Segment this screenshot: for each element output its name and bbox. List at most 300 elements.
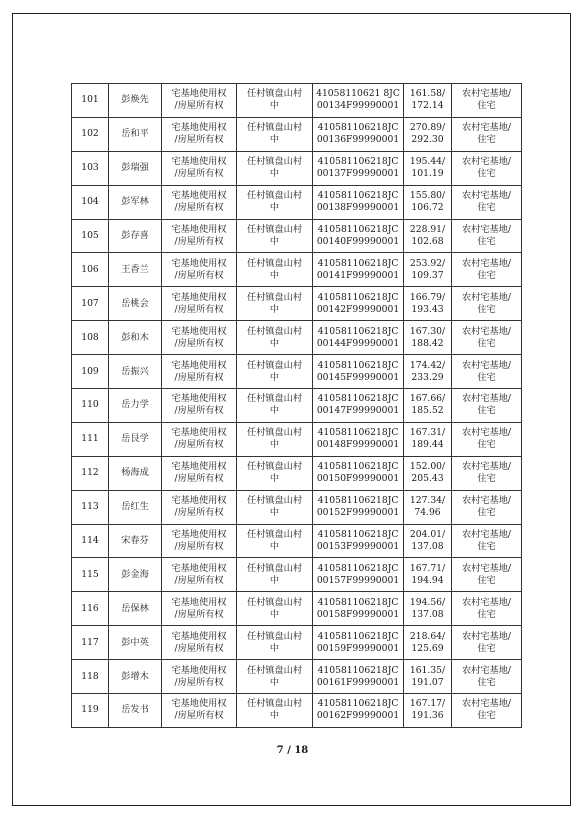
usage-cell	[452, 558, 522, 592]
area-line: 106.72	[411, 202, 444, 214]
area-line: 228.91/	[409, 224, 446, 235]
location-line: 任村镇盘山村	[246, 156, 303, 168]
location-line: 任村镇盘山村	[246, 359, 303, 371]
location-line: 任村镇盘山村	[246, 291, 303, 303]
parcel-code-line: 410581106218JC	[317, 257, 399, 269]
parcel-code-line: 410581106218JC	[317, 664, 399, 676]
usage-line: 农村宅基地/	[461, 664, 512, 676]
parcel-code-cell	[313, 117, 404, 151]
right-type-cell	[162, 253, 237, 287]
owner-name-cell: 彭中英	[109, 626, 162, 660]
table-row	[72, 660, 522, 694]
right-type-line: 宅基地使用权	[171, 630, 227, 642]
usage-line: 农村宅基地/	[461, 596, 512, 608]
usage-cell	[452, 422, 522, 456]
right-type-line: /房屋所有权	[174, 371, 224, 383]
usage-line: 住宅	[477, 676, 496, 688]
table-row	[72, 626, 522, 660]
parcel-code-line: 410581106218JC	[317, 325, 399, 337]
owner-name-cell: 彭军林	[109, 185, 162, 219]
location-cell	[237, 185, 313, 219]
parcel-code-line: 00148F99990001	[316, 439, 400, 451]
owner-name-cell: 岳艮学	[109, 422, 162, 456]
parcel-code-cell	[313, 694, 404, 728]
location-line: 中	[269, 541, 280, 553]
usage-line: 农村宅基地/	[461, 257, 512, 269]
location-line: 任村镇盘山村	[246, 325, 303, 337]
location-line: 中	[269, 439, 280, 451]
parcel-code-line: 00159F99990001	[316, 642, 400, 654]
row-number-cell: 113	[72, 490, 109, 524]
usage-line: 农村宅基地/	[461, 698, 512, 710]
usage-line: 农村宅基地/	[461, 630, 512, 642]
usage-line: 住宅	[477, 100, 496, 112]
area-cell	[404, 422, 452, 456]
location-line: 任村镇盘山村	[246, 427, 303, 439]
area-cell	[404, 592, 452, 626]
area-line: 167.31/	[409, 427, 446, 439]
area-cell	[404, 117, 452, 151]
usage-cell	[452, 219, 522, 253]
area-line: 253.92/	[409, 257, 446, 269]
parcel-code-line: 00147F99990001	[316, 405, 400, 417]
location-line: 任村镇盘山村	[246, 495, 303, 507]
parcel-code-line: 410581106218JC	[317, 562, 399, 574]
owner-name-cell: 彭和木	[109, 321, 162, 355]
usage-cell	[452, 117, 522, 151]
owner-name-cell: 杨海成	[109, 456, 162, 490]
right-type-line: 宅基地使用权	[171, 88, 227, 100]
usage-line: 农村宅基地/	[461, 562, 512, 574]
right-type-line: 宅基地使用权	[171, 529, 227, 541]
table-row	[72, 151, 522, 185]
area-cell	[404, 524, 452, 558]
parcel-code-line: 00162F99990001	[316, 710, 400, 722]
table-row	[72, 117, 522, 151]
table-row	[72, 490, 522, 524]
row-number-cell: 104	[72, 185, 109, 219]
parcel-code-line: 410581106218JC	[317, 495, 399, 507]
right-type-line: 宅基地使用权	[171, 562, 227, 574]
row-number-cell: 108	[72, 321, 109, 355]
owner-name-cell: 彭瑞强	[109, 151, 162, 185]
location-cell	[237, 626, 313, 660]
area-line: 167.17/	[409, 698, 446, 710]
owner-name-cell: 岳保林	[109, 592, 162, 626]
location-line: 中	[269, 642, 280, 654]
parcel-code-line: 00136F99990001	[316, 134, 400, 146]
parcel-code-cell	[313, 422, 404, 456]
location-line: 任村镇盘山村	[246, 393, 303, 405]
right-type-line: /房屋所有权	[174, 608, 224, 620]
right-type-line: 宅基地使用权	[171, 427, 227, 439]
right-type-line: 宅基地使用权	[171, 461, 227, 473]
location-cell	[237, 219, 313, 253]
location-line: 任村镇盘山村	[246, 596, 303, 608]
area-line: 127.34/	[409, 495, 446, 507]
location-cell	[237, 422, 313, 456]
usage-cell	[452, 524, 522, 558]
area-line: 166.79/	[409, 291, 446, 303]
parcel-code-cell	[313, 626, 404, 660]
usage-line: 住宅	[477, 541, 496, 553]
parcel-code-cell	[313, 490, 404, 524]
usage-cell	[452, 626, 522, 660]
owner-name-cell: 岳桃会	[109, 287, 162, 321]
location-line: 中	[269, 676, 280, 688]
right-type-cell	[162, 456, 237, 490]
owner-name-cell: 彭焕先	[109, 84, 162, 118]
owner-name-cell: 岳力学	[109, 389, 162, 423]
owner-name-cell: 彭金海	[109, 558, 162, 592]
usage-cell	[452, 321, 522, 355]
right-type-cell	[162, 490, 237, 524]
parcel-code-line: 00161F99990001	[316, 676, 400, 688]
right-type-line: 宅基地使用权	[171, 190, 227, 202]
parcel-code-line: 00138F99990001	[316, 202, 400, 214]
table-row	[72, 321, 522, 355]
table-row	[72, 185, 522, 219]
location-line: 中	[269, 269, 280, 281]
right-type-cell	[162, 117, 237, 151]
area-line: 233.29	[411, 371, 444, 383]
parcel-code-line: 410581106218JC	[317, 224, 399, 235]
parcel-code-line: 410581106218JC	[317, 393, 399, 405]
usage-line: 住宅	[477, 202, 496, 214]
parcel-code-line: 00152F99990001	[316, 507, 400, 519]
right-type-cell	[162, 389, 237, 423]
area-cell	[404, 84, 452, 118]
table-row	[72, 694, 522, 728]
table-row	[72, 592, 522, 626]
parcel-code-line: 410581106218JC	[317, 630, 399, 642]
owner-name-cell: 岳发书	[109, 694, 162, 728]
right-type-cell	[162, 422, 237, 456]
parcel-code-line: 410581106218JC	[317, 698, 399, 710]
parcel-code-line: 00140F99990001	[316, 236, 400, 247]
area-cell	[404, 626, 452, 660]
right-type-cell	[162, 151, 237, 185]
area-line: 137.08	[411, 541, 444, 553]
right-type-cell	[162, 694, 237, 728]
parcel-code-cell	[313, 287, 404, 321]
area-line: 189.44	[411, 439, 444, 451]
usage-line: 住宅	[477, 168, 496, 180]
area-line: 109.37	[411, 269, 444, 281]
right-type-line: /房屋所有权	[174, 337, 224, 349]
usage-line: 住宅	[477, 473, 496, 485]
usage-line: 农村宅基地/	[461, 461, 512, 473]
area-line: 167.66/	[409, 393, 446, 405]
location-cell	[237, 287, 313, 321]
location-line: 任村镇盘山村	[246, 562, 303, 574]
parcel-code-line: 00134F99990001	[316, 100, 400, 112]
area-cell	[404, 355, 452, 389]
location-cell	[237, 389, 313, 423]
location-line: 任村镇盘山村	[246, 257, 303, 269]
location-line: 中	[269, 303, 280, 315]
area-line: 188.42	[411, 337, 444, 349]
area-cell	[404, 456, 452, 490]
location-line: 任村镇盘山村	[246, 529, 303, 541]
area-cell	[404, 253, 452, 287]
usage-line: 农村宅基地/	[461, 190, 512, 202]
usage-line: 住宅	[477, 574, 496, 586]
area-line: 194.56/	[409, 596, 446, 608]
usage-cell	[452, 253, 522, 287]
location-line: 任村镇盘山村	[246, 461, 303, 473]
usage-cell	[452, 287, 522, 321]
right-type-line: /房屋所有权	[174, 676, 224, 688]
area-cell	[404, 151, 452, 185]
parcel-code-line: 410581106218JC	[317, 596, 399, 608]
right-type-line: /房屋所有权	[174, 202, 224, 214]
usage-cell	[452, 592, 522, 626]
parcel-code-cell	[313, 558, 404, 592]
table-row	[72, 219, 522, 253]
usage-line: 农村宅基地/	[461, 495, 512, 507]
area-line: 161.58/	[409, 88, 446, 100]
right-type-line: /房屋所有权	[174, 439, 224, 451]
area-line: 174.42/	[409, 359, 446, 371]
parcel-code-line: 410581106218JC	[317, 529, 399, 541]
table-row	[72, 524, 522, 558]
location-line: 中	[269, 507, 280, 519]
right-type-line: /房屋所有权	[174, 236, 224, 247]
table-row	[72, 253, 522, 287]
row-number-cell: 107	[72, 287, 109, 321]
usage-line: 农村宅基地/	[461, 359, 512, 371]
area-cell	[404, 219, 452, 253]
location-line: 任村镇盘山村	[246, 224, 303, 235]
usage-line: 住宅	[477, 642, 496, 654]
parcel-code-line: 410581106218JC	[317, 190, 399, 202]
parcel-code-cell	[313, 524, 404, 558]
right-type-cell	[162, 219, 237, 253]
area-line: 152.00/	[409, 461, 446, 473]
row-number-cell: 119	[72, 694, 109, 728]
area-line: 74.96	[414, 507, 441, 519]
parcel-code-line: 00150F99990001	[316, 473, 400, 485]
area-line: 161.35/	[409, 664, 446, 676]
location-line: 中	[269, 100, 280, 112]
location-line: 中	[269, 168, 280, 180]
right-type-line: 宅基地使用权	[171, 257, 227, 269]
area-line: 125.69	[411, 642, 444, 654]
row-number-cell: 117	[72, 626, 109, 660]
right-type-line: 宅基地使用权	[171, 393, 227, 405]
area-line: 205.43	[411, 473, 444, 485]
right-type-line: /房屋所有权	[174, 134, 224, 146]
area-line: 191.36	[411, 710, 444, 722]
owner-name-cell: 王香兰	[109, 253, 162, 287]
location-cell	[237, 321, 313, 355]
parcel-code-line: 00145F99990001	[316, 371, 400, 383]
usage-line: 住宅	[477, 608, 496, 620]
parcel-code-cell	[313, 151, 404, 185]
parcel-code-line: 410581106218JC	[317, 122, 399, 134]
right-type-line: /房屋所有权	[174, 100, 224, 112]
right-type-line: /房屋所有权	[174, 574, 224, 586]
parcel-code-cell	[313, 321, 404, 355]
location-cell	[237, 592, 313, 626]
right-type-line: 宅基地使用权	[171, 698, 227, 710]
right-type-line: 宅基地使用权	[171, 664, 227, 676]
row-number-cell: 111	[72, 422, 109, 456]
location-line: 中	[269, 337, 280, 349]
owner-name-cell: 宋春芬	[109, 524, 162, 558]
location-cell	[237, 456, 313, 490]
usage-line: 农村宅基地/	[461, 122, 512, 134]
location-line: 中	[269, 608, 280, 620]
usage-line: 住宅	[477, 371, 496, 383]
right-type-line: /房屋所有权	[174, 642, 224, 654]
table-row	[72, 84, 522, 118]
parcel-code-cell	[313, 592, 404, 626]
usage-line: 住宅	[477, 303, 496, 315]
area-line: 185.52	[411, 405, 444, 417]
parcel-code-cell	[313, 185, 404, 219]
area-line: 218.64/	[409, 630, 446, 642]
parcel-code-line: 00141F99990001	[316, 269, 400, 281]
row-number-cell: 115	[72, 558, 109, 592]
owner-name-cell: 岳红生	[109, 490, 162, 524]
area-line: 193.43	[411, 303, 444, 315]
area-line: 191.07	[411, 676, 444, 688]
parcel-code-line: 410581106218JC	[317, 291, 399, 303]
parcel-code-cell	[313, 389, 404, 423]
owner-name-cell: 彭增木	[109, 660, 162, 694]
usage-cell	[452, 355, 522, 389]
right-type-cell	[162, 321, 237, 355]
parcel-code-cell	[313, 660, 404, 694]
area-cell	[404, 660, 452, 694]
location-line: 任村镇盘山村	[246, 698, 303, 710]
area-line: 137.08	[411, 608, 444, 620]
usage-cell	[452, 84, 522, 118]
table-row	[72, 389, 522, 423]
location-line: 中	[269, 405, 280, 417]
right-type-line: 宅基地使用权	[171, 325, 227, 337]
location-cell	[237, 84, 313, 118]
right-type-cell	[162, 355, 237, 389]
usage-line: 住宅	[477, 439, 496, 451]
usage-line: 农村宅基地/	[461, 393, 512, 405]
location-cell	[237, 694, 313, 728]
location-cell	[237, 660, 313, 694]
usage-cell	[452, 490, 522, 524]
row-number-cell: 110	[72, 389, 109, 423]
row-number-cell: 101	[72, 84, 109, 118]
right-type-cell	[162, 558, 237, 592]
usage-line: 住宅	[477, 337, 496, 349]
parcel-code-line: 410581106218JC	[317, 156, 399, 168]
location-line: 中	[269, 134, 280, 146]
location-cell	[237, 151, 313, 185]
table-row	[72, 355, 522, 389]
location-line: 中	[269, 236, 280, 247]
usage-line: 住宅	[477, 269, 496, 281]
area-cell	[404, 185, 452, 219]
parcel-code-cell	[313, 456, 404, 490]
area-line: 172.14	[411, 100, 444, 112]
area-cell	[404, 490, 452, 524]
right-type-cell	[162, 287, 237, 321]
location-line: 中	[269, 710, 280, 722]
usage-line: 住宅	[477, 507, 496, 519]
area-line: 194.94	[411, 574, 444, 586]
right-type-line: 宅基地使用权	[171, 156, 227, 168]
area-cell	[404, 287, 452, 321]
right-type-line: /房屋所有权	[174, 541, 224, 553]
location-line: 任村镇盘山村	[246, 88, 303, 100]
records-table	[71, 83, 522, 728]
owner-name-cell: 岳振兴	[109, 355, 162, 389]
usage-cell	[452, 456, 522, 490]
usage-line: 农村宅基地/	[461, 529, 512, 541]
usage-line: 农村宅基地/	[461, 156, 512, 168]
right-type-line: /房屋所有权	[174, 303, 224, 315]
usage-line: 住宅	[477, 405, 496, 417]
area-line: 195.44/	[409, 156, 446, 168]
location-line: 中	[269, 473, 280, 485]
row-number-cell: 106	[72, 253, 109, 287]
usage-line: 农村宅基地/	[461, 224, 512, 235]
usage-cell	[452, 151, 522, 185]
area-line: 270.89/	[409, 122, 446, 134]
table-row	[72, 558, 522, 592]
parcel-code-line: 00158F99990001	[316, 608, 400, 620]
location-cell	[237, 253, 313, 287]
parcel-code-line: 41058110621 8JC	[316, 88, 400, 100]
usage-cell	[452, 185, 522, 219]
parcel-code-line: 410581106218JC	[317, 461, 399, 473]
area-line: 292.30	[411, 134, 444, 146]
row-number-cell: 116	[72, 592, 109, 626]
right-type-line: 宅基地使用权	[171, 596, 227, 608]
usage-line: 住宅	[477, 236, 496, 247]
right-type-line: /房屋所有权	[174, 710, 224, 722]
right-type-line: /房屋所有权	[174, 507, 224, 519]
usage-line: 农村宅基地/	[461, 291, 512, 303]
owner-name-cell: 彭存喜	[109, 219, 162, 253]
right-type-line: 宅基地使用权	[171, 224, 227, 235]
row-number-cell: 118	[72, 660, 109, 694]
area-line: 167.71/	[409, 562, 446, 574]
area-cell	[404, 694, 452, 728]
row-number-cell: 105	[72, 219, 109, 253]
parcel-code-line: 410581106218JC	[317, 427, 399, 439]
row-number-cell: 114	[72, 524, 109, 558]
right-type-line: /房屋所有权	[174, 269, 224, 281]
usage-line: 农村宅基地/	[461, 325, 512, 337]
parcel-code-line: 410581106218JC	[317, 359, 399, 371]
usage-cell	[452, 694, 522, 728]
row-number-cell: 102	[72, 117, 109, 151]
right-type-cell	[162, 660, 237, 694]
parcel-code-cell	[313, 355, 404, 389]
area-line: 102.68	[411, 236, 444, 247]
parcel-code-cell	[313, 219, 404, 253]
records-body	[72, 84, 522, 728]
right-type-cell	[162, 524, 237, 558]
area-cell	[404, 321, 452, 355]
area-line: 101.19	[411, 168, 444, 180]
right-type-line: 宅基地使用权	[171, 291, 227, 303]
right-type-line: /房屋所有权	[174, 168, 224, 180]
area-cell	[404, 389, 452, 423]
parcel-code-cell	[313, 253, 404, 287]
